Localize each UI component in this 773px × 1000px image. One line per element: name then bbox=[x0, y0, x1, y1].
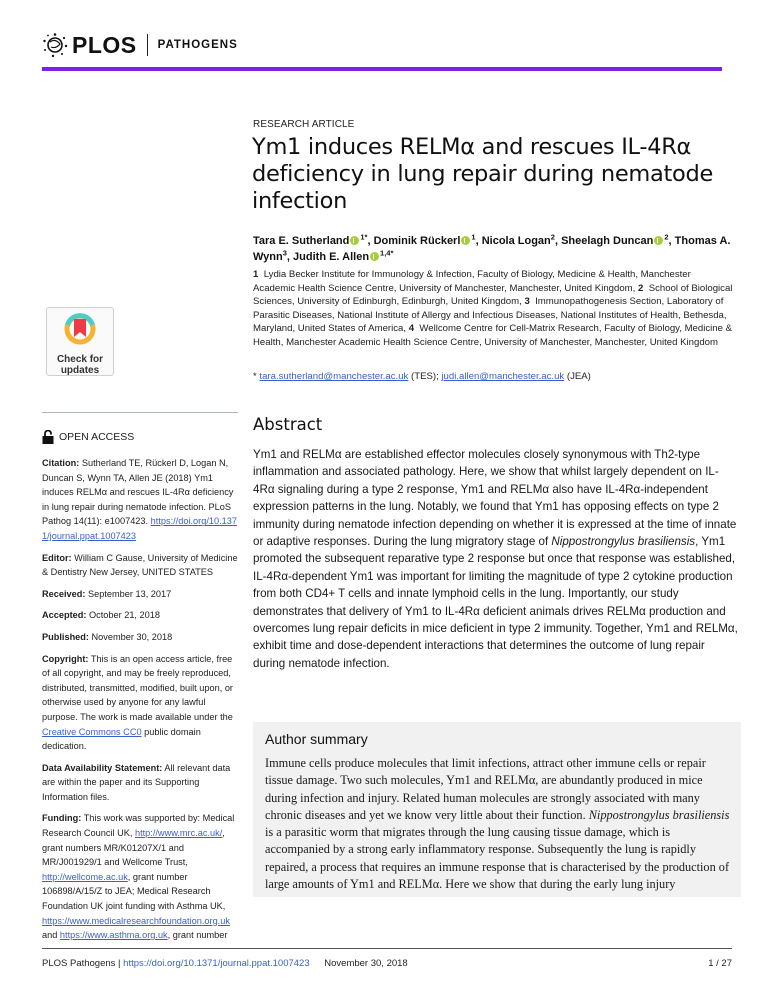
article-title: Ym1 induces RELMα and rescues IL-4Rα deficiency in lung repair during nematode infection bbox=[252, 134, 714, 214]
affiliation-text: School of Biological Sciences, University of Edinburgh, Edinburgh, United Kingdom, bbox=[253, 282, 733, 308]
funding-label: Funding: bbox=[42, 813, 82, 824]
author-name[interactable]: Sheelagh Duncan bbox=[561, 235, 654, 247]
author-name[interactable]: Nicola Logan bbox=[481, 235, 551, 247]
author-affiliation-sup: 1,4* bbox=[380, 247, 394, 257]
mrf-link[interactable]: https://www.medicalresearchfoundation.org.uk bbox=[42, 915, 230, 926]
funding-text: This work was supported by: Medical Research Council UK, bbox=[42, 813, 235, 839]
open-access-label: OPEN ACCESS bbox=[59, 431, 135, 443]
species-name: Nippostrongylus brasiliensis bbox=[588, 807, 730, 822]
citation-block bbox=[42, 456, 238, 544]
email-link-tes[interactable]: tara.sutherland@manchester.ac.uk bbox=[259, 371, 409, 382]
affiliation-number: 4 bbox=[408, 323, 415, 335]
email-initials: (JEA) bbox=[566, 371, 591, 382]
received-label: Received: bbox=[42, 588, 86, 599]
accepted-date: October 21, 2018 bbox=[88, 610, 160, 621]
funding-text: , grant number bbox=[167, 930, 228, 941]
cc0-license-link[interactable]: Creative Commons CC0 bbox=[42, 726, 142, 737]
citation-label: Citation: bbox=[42, 458, 80, 468]
citation-doi-link[interactable]: https://doi.org/10.1371/journal.ppat.1007423 bbox=[42, 516, 237, 541]
author-affiliation-sup: 2 bbox=[664, 232, 669, 242]
affiliation-text: Lydia Becker Institute for Immunology & Infection, Faculty of Biology, Medicine & Health, Manchester Academic Health Science Centre, University of Manchester, Manchester, United Kingdom, bbox=[253, 269, 691, 294]
check-for-updates-badge[interactable] bbox=[46, 307, 114, 376]
publisher-name: PLOS bbox=[72, 31, 137, 58]
affiliations bbox=[253, 268, 735, 350]
author-name[interactable]: Tara E. Sutherland bbox=[253, 235, 350, 247]
data-availability-block bbox=[42, 761, 238, 805]
orcid-icon[interactable] bbox=[370, 252, 379, 261]
author-summary-text bbox=[265, 755, 735, 893]
author-list: Tara E. Sutherland $^{1*}$, Dominik Rückerl $^1$, Nicola Logan$^2$, Sheelagh Duncan $^2$, Thomas A. Wynn$^3$, Judith E. Allen $^{1,4*}$ bbox=[253, 232, 731, 263]
footer-doi-link[interactable]: https://doi.org/10.1371/journal.ppat.1007423 bbox=[123, 958, 310, 969]
funding-block bbox=[42, 811, 238, 942]
funding-text: and bbox=[42, 930, 58, 941]
open-lock-icon bbox=[42, 430, 54, 444]
page-number: 1 / 27 bbox=[708, 958, 732, 969]
affiliation-number: 3 bbox=[524, 296, 530, 308]
copyright-block bbox=[42, 652, 238, 754]
orcid-icon[interactable] bbox=[654, 236, 663, 245]
email-link-jea[interactable]: judi.allen@manchester.ac.uk bbox=[441, 371, 565, 382]
published-label: Published: bbox=[42, 631, 89, 642]
mrc-link[interactable]: http://www.mrc.ac.uk/ bbox=[134, 828, 223, 839]
funding-text: , grant number 106898/A/15/Z to JEA; Medical Research Foundation UK joint funding with Asthma UK, bbox=[42, 871, 226, 912]
article-type: RESEARCH ARTICLE bbox=[253, 119, 355, 130]
data-availability-text: All relevant data are within the paper and its Supporting Information files. bbox=[42, 762, 231, 802]
email-initials: (TES); bbox=[411, 371, 439, 382]
editor-text: William C Gause, University of Medicine & Dentistry New Jersey, UNITED STATES bbox=[42, 552, 238, 578]
page-footer bbox=[42, 958, 732, 969]
abstract-text bbox=[253, 446, 738, 672]
logo-divider bbox=[147, 34, 148, 56]
author-name[interactable]: Judith E. Allen bbox=[293, 250, 370, 263]
author-summary-heading: Author summary bbox=[265, 731, 368, 747]
citation-text: Sutherland TE, Rückerl D, Logan N, Duncan S, Wynn TA, Allen JE (2018) Ym1 induces RELMα and rescues IL-4Rα deficiency in lung repair during nematode infection. PLoS Pathog 14(11): e1007423. bbox=[42, 458, 234, 527]
species-name: Nippostrongylus brasiliensis bbox=[551, 535, 696, 549]
plos-globe-icon bbox=[42, 32, 68, 58]
summary-text-part: is a parasitic worm that migrates through the lung causing tissue damage, which is accompanied by a strong early inflammatory response. Subsequently the lung is rapidly repaired, a process that requires an immune response that is characterised by the production of large amounts of Ym1 and RELMα. Here we show that during the early lung injury bbox=[265, 825, 730, 892]
check-updates-label: Check for updates bbox=[56, 354, 104, 376]
footer-date: November 30, 2018 bbox=[324, 958, 408, 969]
received-date: September 13, 2017 bbox=[87, 588, 172, 599]
author-affiliation-sup: 3 bbox=[282, 247, 287, 257]
funding-text: , grant numbers MR/K01207X/1 and MR/J001929/1 and Wellcome Trust, bbox=[42, 828, 225, 868]
correspondence bbox=[253, 371, 591, 382]
journal-header bbox=[42, 30, 738, 60]
editor-label: Editor: bbox=[42, 552, 72, 563]
footer-left bbox=[42, 958, 408, 969]
author-affiliation-sup: 1* bbox=[360, 232, 368, 242]
accepted-block bbox=[42, 608, 238, 623]
copyright-text: This is an open access article, free of all copyright, and may be freely reproduced, distributed, transmitted, modified, built upon, or otherwise used by anyone for any lawful purpose. The work is made available under the bbox=[42, 653, 233, 722]
journal-name: PATHOGENS bbox=[157, 39, 238, 51]
editor-block bbox=[42, 551, 238, 580]
orcid-icon[interactable] bbox=[350, 236, 359, 245]
summary-text-part: Immune cells produce molecules that limit infections, attract other immune cells or repair tissue damage. Two such molecules, Ym1 and RELMα, are abundantly produced in mice during infection and injury. Related human molecules are strongly associated with many chronic diseases and yet we know very little about their function. bbox=[265, 756, 706, 822]
plos-logo[interactable] bbox=[42, 30, 738, 60]
author-name[interactable]: Dominik Rückerl bbox=[373, 235, 461, 247]
footer-rule bbox=[42, 948, 732, 949]
data-availability-label: Data Availability Statement: bbox=[42, 762, 163, 773]
orcid-icon[interactable] bbox=[461, 236, 470, 245]
received-block bbox=[42, 587, 238, 602]
footer-journal: PLOS Pathogens | bbox=[42, 958, 121, 969]
accepted-label: Accepted: bbox=[42, 610, 87, 621]
affiliation-number: 1 bbox=[253, 269, 259, 280]
abstract-heading: Abstract bbox=[253, 415, 323, 434]
wellcome-link[interactable]: http://wellcome.ac.uk bbox=[42, 871, 128, 882]
asthma-uk-link[interactable]: https://www.asthma.org.uk bbox=[59, 930, 168, 941]
affiliation-text: Immunopathogenesis Section, Laboratory of Parasitic Diseases, National Institute of Allergy and Infectious Diseases, National Institutes of Health, Bethesda, Maryland, United States of America, bbox=[253, 296, 727, 335]
check-updates-icon bbox=[63, 312, 97, 348]
copyright-suffix: public domain dedication. bbox=[42, 726, 201, 752]
published-date: November 30, 2018 bbox=[91, 631, 173, 642]
sidebar-divider bbox=[42, 412, 238, 413]
author-affiliation-sup: 1 bbox=[471, 232, 476, 242]
affiliation-text: Wellcome Centre for Cell-Matrix Research, Faculty of Biology, Medicine & Health, Manchester Academic Health Science Centre, University of Manchester, Manchester, United Kingdom bbox=[253, 323, 733, 348]
affiliation-number: 2 bbox=[638, 282, 644, 294]
article-metadata bbox=[42, 456, 238, 950]
author-affiliation-sup: 2 bbox=[550, 232, 555, 242]
copyright-label: Copyright: bbox=[42, 653, 89, 664]
header-accent-rule bbox=[42, 67, 722, 71]
published-block bbox=[42, 630, 238, 645]
author-name[interactable]: Thomas A. Wynn bbox=[253, 235, 731, 263]
abstract-text-part: Ym1 and RELMα are established effector molecules closely synonymous with Th2-type inflammation and associated pathology. Here, we show that whilst largely dependent on IL-4Rα signaling during a type 2 response, Ym1 and RELMα also have IL-4Rα-independent expression patterns in the lung. Notably, we found that Ym1 has opposing effects on type 2 immunity during nematode infection depending on whether it is expressed at the time of innate or adaptive responses. During the lung migratory stage of bbox=[253, 448, 737, 549]
open-access-badge bbox=[42, 430, 134, 444]
corresponding-marker: * bbox=[253, 371, 257, 382]
abstract-text-part: , Ym1 promoted the subsequent reparative type 2 response but once that response was established, IL-4Rα-dependent Ym1 was important for limiting the magnitude of type 2 cytokine production from both CD4+ T cells and innate lymphoid cells in the lung. Importantly, our study demonstrates that delivery of Ym1 to IL-4Rα deficient animals drives RELMα production and overcomes lung repair deficits in mice deficient in type 2 immunity. Together, Ym1 and RELMα, exhibit time and dose-dependent interactions that determines the outcome of lung repair during nematode infection. bbox=[253, 535, 738, 670]
